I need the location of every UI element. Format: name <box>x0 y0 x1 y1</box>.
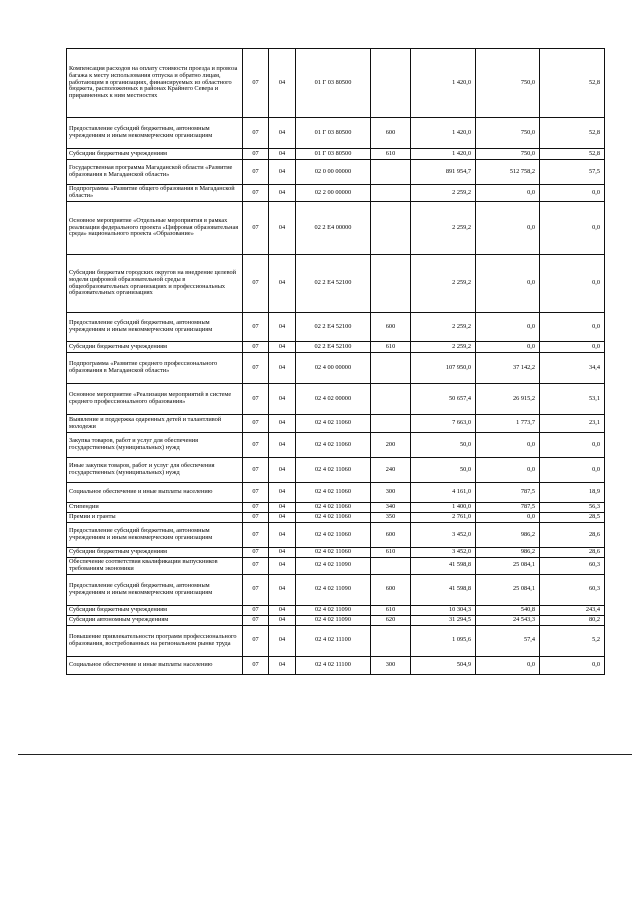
budget-table-body <box>67 49 605 675</box>
table-row <box>67 160 605 185</box>
target-article-cell: 02 4 02 11060 <box>296 415 371 433</box>
amount-executed-cell: 787,5 <box>476 483 540 503</box>
amount-planned-cell: 1 420,0 <box>411 149 476 160</box>
target-article-cell: 02 2 E4 52100 <box>296 313 371 342</box>
expense-type-cell: 340 <box>371 503 411 513</box>
subsection-code-cell: 04 <box>269 202 296 255</box>
execution-percent-cell: 60,3 <box>540 558 605 575</box>
subsection-code-cell: 04 <box>269 513 296 523</box>
row-name-cell: Субсидии бюджетным учреждениям <box>67 342 243 353</box>
target-article-cell: 02 4 02 11060 <box>296 513 371 523</box>
target-article-cell: 02 4 02 11060 <box>296 503 371 513</box>
execution-percent-cell: 0,0 <box>540 255 605 313</box>
table-row <box>67 513 605 523</box>
target-article-cell: 02 2 E4 52100 <box>296 342 371 353</box>
subsection-code-cell: 04 <box>269 574 296 605</box>
execution-percent-cell: 52,8 <box>540 49 605 118</box>
target-article-cell: 02 4 02 11090 <box>296 574 371 605</box>
amount-planned-cell: 4 161,0 <box>411 483 476 503</box>
amount-planned-cell: 3 452,0 <box>411 523 476 548</box>
subsection-code-cell: 04 <box>269 313 296 342</box>
amount-planned-cell: 107 950,0 <box>411 353 476 384</box>
amount-planned-cell: 891 954,7 <box>411 160 476 185</box>
subsection-code-cell: 04 <box>269 625 296 656</box>
execution-percent-cell: 28,6 <box>540 548 605 558</box>
amount-planned-cell: 1 420,0 <box>411 118 476 149</box>
execution-percent-cell: 5,2 <box>540 625 605 656</box>
row-name-cell: Предоставление субсидий бюджетным, автономным учреждениям и иным некоммерческим организациям <box>67 574 243 605</box>
amount-executed-cell: 1 773,7 <box>476 415 540 433</box>
page-divider-line <box>18 754 632 755</box>
table-row <box>67 503 605 513</box>
amount-planned-cell: 1 095,6 <box>411 625 476 656</box>
row-name-cell: Выявление и поддержка одаренных детей и талантливой молодежи <box>67 415 243 433</box>
subsection-code-cell: 04 <box>269 503 296 513</box>
expense-type-cell <box>371 415 411 433</box>
table-row <box>67 118 605 149</box>
expense-type-cell <box>371 160 411 185</box>
row-name-cell: Государственная программа Магаданской области «Развитие образования в Магаданской области» <box>67 160 243 185</box>
expense-type-cell: 200 <box>371 433 411 458</box>
subsection-code-cell: 04 <box>269 615 296 625</box>
section-code-cell: 07 <box>243 503 269 513</box>
row-name-cell: Субсидии автономным учреждениям <box>67 615 243 625</box>
table-row <box>67 149 605 160</box>
row-name-cell: Обеспечение соответствия квалификации выпускников требованиям экономики <box>67 558 243 575</box>
amount-planned-cell: 50,0 <box>411 458 476 483</box>
target-article-cell: 02 0 00 00000 <box>296 160 371 185</box>
amount-executed-cell: 0,0 <box>476 433 540 458</box>
amount-executed-cell: 37 142,2 <box>476 353 540 384</box>
section-code-cell: 07 <box>243 605 269 615</box>
section-code-cell: 07 <box>243 49 269 118</box>
expense-type-cell: 350 <box>371 513 411 523</box>
row-name-cell: Основное мероприятие «Отдельные мероприятия в рамках реализации федерального проекта «Цифровая образовательная среда» национального проекта «Образование» <box>67 202 243 255</box>
row-name-cell: Субсидии бюджетным учреждениям <box>67 149 243 160</box>
target-article-cell: 02 4 02 11060 <box>296 548 371 558</box>
amount-planned-cell: 2 761,0 <box>411 513 476 523</box>
section-code-cell: 07 <box>243 574 269 605</box>
table-row <box>67 313 605 342</box>
subsection-code-cell: 04 <box>269 415 296 433</box>
table-row <box>67 342 605 353</box>
row-name-cell: Предоставление субсидий бюджетным, автономным учреждениям и иным некоммерческим организациям <box>67 523 243 548</box>
amount-executed-cell: 787,5 <box>476 503 540 513</box>
target-article-cell: 02 4 02 11090 <box>296 605 371 615</box>
table-row <box>67 615 605 625</box>
subsection-code-cell: 04 <box>269 558 296 575</box>
execution-percent-cell: 28,5 <box>540 513 605 523</box>
execution-percent-cell: 0,0 <box>540 433 605 458</box>
target-article-cell: 01 Г 03 80500 <box>296 49 371 118</box>
subsection-code-cell: 04 <box>269 384 296 415</box>
amount-planned-cell: 2 259,2 <box>411 185 476 202</box>
section-code-cell: 07 <box>243 384 269 415</box>
row-name-cell: Премии и гранты <box>67 513 243 523</box>
table-row <box>67 353 605 384</box>
section-code-cell: 07 <box>243 342 269 353</box>
amount-executed-cell: 0,0 <box>476 185 540 202</box>
section-code-cell: 07 <box>243 433 269 458</box>
execution-percent-cell: 80,2 <box>540 615 605 625</box>
amount-planned-cell: 1 420,0 <box>411 49 476 118</box>
execution-percent-cell: 60,3 <box>540 574 605 605</box>
section-code-cell: 07 <box>243 353 269 384</box>
execution-percent-cell: 0,0 <box>540 656 605 674</box>
row-name-cell: Предоставление субсидий бюджетным, автономным учреждениям и иным некоммерческим организациям <box>67 313 243 342</box>
amount-executed-cell: 512 758,2 <box>476 160 540 185</box>
section-code-cell: 07 <box>243 160 269 185</box>
target-article-cell: 01 Г 03 80500 <box>296 118 371 149</box>
expense-type-cell <box>371 185 411 202</box>
row-name-cell: Компенсация расходов на оплату стоимости проезда и провоза багажа к месту использования отпуска и обратно лицам, работающим в организациях, финансируемых из областного бюджета, расположенных в районах Крайнего Севера и приравненных к ним местностях <box>67 49 243 118</box>
execution-percent-cell: 0,0 <box>540 313 605 342</box>
execution-percent-cell: 0,0 <box>540 185 605 202</box>
amount-planned-cell: 504,9 <box>411 656 476 674</box>
row-name-cell: Иные закупки товаров, работ и услуг для обеспечения государственных (муниципальных) нужд <box>67 458 243 483</box>
amount-executed-cell: 0,0 <box>476 458 540 483</box>
amount-executed-cell: 750,0 <box>476 49 540 118</box>
target-article-cell: 02 4 02 11060 <box>296 483 371 503</box>
table-row <box>67 483 605 503</box>
table-row <box>67 433 605 458</box>
amount-planned-cell: 50 657,4 <box>411 384 476 415</box>
amount-planned-cell: 7 663,0 <box>411 415 476 433</box>
row-name-cell: Предоставление субсидий бюджетным, автономным учреждениям и иным некоммерческим организациям <box>67 118 243 149</box>
table-row <box>67 625 605 656</box>
amount-planned-cell: 31 294,5 <box>411 615 476 625</box>
expense-type-cell <box>371 353 411 384</box>
amount-planned-cell: 10 304,3 <box>411 605 476 615</box>
table-row <box>67 548 605 558</box>
amount-executed-cell: 540,8 <box>476 605 540 615</box>
target-article-cell: 02 4 02 11090 <box>296 558 371 575</box>
section-code-cell: 07 <box>243 415 269 433</box>
expense-type-cell: 600 <box>371 574 411 605</box>
amount-executed-cell: 24 543,3 <box>476 615 540 625</box>
amount-executed-cell: 0,0 <box>476 656 540 674</box>
section-code-cell: 07 <box>243 558 269 575</box>
subsection-code-cell: 04 <box>269 255 296 313</box>
row-name-cell: Подпрограмма «Развитие общего образования в Магаданской области» <box>67 185 243 202</box>
subsection-code-cell: 04 <box>269 656 296 674</box>
expense-type-cell: 300 <box>371 483 411 503</box>
execution-percent-cell: 0,0 <box>540 458 605 483</box>
execution-percent-cell: 56,3 <box>540 503 605 513</box>
table-row <box>67 605 605 615</box>
subsection-code-cell: 04 <box>269 353 296 384</box>
subsection-code-cell: 04 <box>269 160 296 185</box>
amount-executed-cell: 0,0 <box>476 513 540 523</box>
expense-type-cell <box>371 49 411 118</box>
amount-planned-cell: 50,0 <box>411 433 476 458</box>
amount-executed-cell: 25 084,1 <box>476 558 540 575</box>
subsection-code-cell: 04 <box>269 49 296 118</box>
subsection-code-cell: 04 <box>269 118 296 149</box>
amount-planned-cell: 2 259,2 <box>411 202 476 255</box>
row-name-cell: Субсидии бюджетным учреждениям <box>67 605 243 615</box>
amount-executed-cell: 57,4 <box>476 625 540 656</box>
target-article-cell: 02 2 E4 00000 <box>296 202 371 255</box>
target-article-cell: 02 4 02 11060 <box>296 433 371 458</box>
amount-executed-cell: 986,2 <box>476 548 540 558</box>
expense-type-cell: 610 <box>371 548 411 558</box>
expense-type-cell: 600 <box>371 118 411 149</box>
expense-type-cell: 610 <box>371 342 411 353</box>
amount-planned-cell: 1 400,0 <box>411 503 476 513</box>
amount-planned-cell: 2 259,2 <box>411 255 476 313</box>
target-article-cell: 02 4 02 11060 <box>296 523 371 548</box>
table-row <box>67 202 605 255</box>
section-code-cell: 07 <box>243 118 269 149</box>
target-article-cell: 02 4 00 00000 <box>296 353 371 384</box>
section-code-cell: 07 <box>243 202 269 255</box>
section-code-cell: 07 <box>243 149 269 160</box>
amount-planned-cell: 2 259,2 <box>411 342 476 353</box>
target-article-cell: 02 4 02 11090 <box>296 615 371 625</box>
subsection-code-cell: 04 <box>269 458 296 483</box>
amount-executed-cell: 986,2 <box>476 523 540 548</box>
execution-percent-cell: 0,0 <box>540 202 605 255</box>
target-article-cell: 02 2 E4 52100 <box>296 255 371 313</box>
expense-type-cell: 600 <box>371 313 411 342</box>
table-row <box>67 558 605 575</box>
expense-type-cell: 300 <box>371 656 411 674</box>
amount-executed-cell: 26 915,2 <box>476 384 540 415</box>
table-row <box>67 185 605 202</box>
subsection-code-cell: 04 <box>269 433 296 458</box>
subsection-code-cell: 04 <box>269 342 296 353</box>
section-code-cell: 07 <box>243 523 269 548</box>
expense-type-cell: 240 <box>371 458 411 483</box>
budget-table <box>66 48 605 675</box>
expense-type-cell <box>371 255 411 313</box>
expense-type-cell <box>371 202 411 255</box>
execution-percent-cell: 243,4 <box>540 605 605 615</box>
amount-executed-cell: 0,0 <box>476 342 540 353</box>
row-name-cell: Субсидии бюджетам городских округов на внедрение целевой модели цифровой образовательной среды в общеобразовательных организациях и профессиональных образовательных организациях <box>67 255 243 313</box>
row-name-cell: Повышение привлекательности программ профессионального образования, востребованных на региональном рынке труда <box>67 625 243 656</box>
section-code-cell: 07 <box>243 513 269 523</box>
amount-executed-cell: 0,0 <box>476 202 540 255</box>
section-code-cell: 07 <box>243 656 269 674</box>
amount-planned-cell: 2 259,2 <box>411 313 476 342</box>
execution-percent-cell: 28,6 <box>540 523 605 548</box>
subsection-code-cell: 04 <box>269 483 296 503</box>
row-name-cell: Закупка товаров, работ и услуг для обеспечения государственных (муниципальных) нужд <box>67 433 243 458</box>
section-code-cell: 07 <box>243 313 269 342</box>
subsection-code-cell: 04 <box>269 149 296 160</box>
subsection-code-cell: 04 <box>269 185 296 202</box>
row-name-cell: Стипендии <box>67 503 243 513</box>
section-code-cell: 07 <box>243 483 269 503</box>
row-name-cell: Социальное обеспечение и иные выплаты населению <box>67 656 243 674</box>
expense-type-cell: 600 <box>371 523 411 548</box>
amount-planned-cell: 41 598,8 <box>411 574 476 605</box>
execution-percent-cell: 53,1 <box>540 384 605 415</box>
table-row <box>67 255 605 313</box>
target-article-cell: 02 4 02 11060 <box>296 458 371 483</box>
amount-executed-cell: 750,0 <box>476 149 540 160</box>
amount-executed-cell: 0,0 <box>476 313 540 342</box>
section-code-cell: 07 <box>243 458 269 483</box>
expense-type-cell: 610 <box>371 605 411 615</box>
execution-percent-cell: 34,4 <box>540 353 605 384</box>
execution-percent-cell: 52,8 <box>540 149 605 160</box>
section-code-cell: 07 <box>243 185 269 202</box>
row-name-cell: Подпрограмма «Развитие среднего профессионального образования в Магаданской области» <box>67 353 243 384</box>
execution-percent-cell: 52,8 <box>540 118 605 149</box>
subsection-code-cell: 04 <box>269 605 296 615</box>
table-row <box>67 384 605 415</box>
section-code-cell: 07 <box>243 255 269 313</box>
amount-executed-cell: 25 084,1 <box>476 574 540 605</box>
table-row <box>67 49 605 118</box>
table-row <box>67 458 605 483</box>
target-article-cell: 02 4 02 11100 <box>296 656 371 674</box>
target-article-cell: 02 2 00 00000 <box>296 185 371 202</box>
expense-type-cell <box>371 625 411 656</box>
execution-percent-cell: 23,1 <box>540 415 605 433</box>
execution-percent-cell: 57,5 <box>540 160 605 185</box>
expense-type-cell <box>371 384 411 415</box>
subsection-code-cell: 04 <box>269 548 296 558</box>
table-row <box>67 574 605 605</box>
target-article-cell: 01 Г 03 80500 <box>296 149 371 160</box>
section-code-cell: 07 <box>243 615 269 625</box>
table-row <box>67 523 605 548</box>
amount-planned-cell: 3 452,0 <box>411 548 476 558</box>
table-row <box>67 656 605 674</box>
subsection-code-cell: 04 <box>269 523 296 548</box>
section-code-cell: 07 <box>243 548 269 558</box>
amount-executed-cell: 0,0 <box>476 255 540 313</box>
execution-percent-cell: 0,0 <box>540 342 605 353</box>
execution-percent-cell: 18,9 <box>540 483 605 503</box>
section-code-cell: 07 <box>243 625 269 656</box>
target-article-cell: 02 4 02 11100 <box>296 625 371 656</box>
row-name-cell: Субсидии бюджетным учреждениям <box>67 548 243 558</box>
row-name-cell: Социальное обеспечение и иные выплаты населению <box>67 483 243 503</box>
expense-type-cell <box>371 558 411 575</box>
amount-planned-cell: 41 598,8 <box>411 558 476 575</box>
expense-type-cell: 620 <box>371 615 411 625</box>
row-name-cell: Основное мероприятие «Реализация мероприятий в системе среднего профессионального образования» <box>67 384 243 415</box>
expense-type-cell: 610 <box>371 149 411 160</box>
table-row <box>67 415 605 433</box>
amount-executed-cell: 750,0 <box>476 118 540 149</box>
target-article-cell: 02 4 02 00000 <box>296 384 371 415</box>
